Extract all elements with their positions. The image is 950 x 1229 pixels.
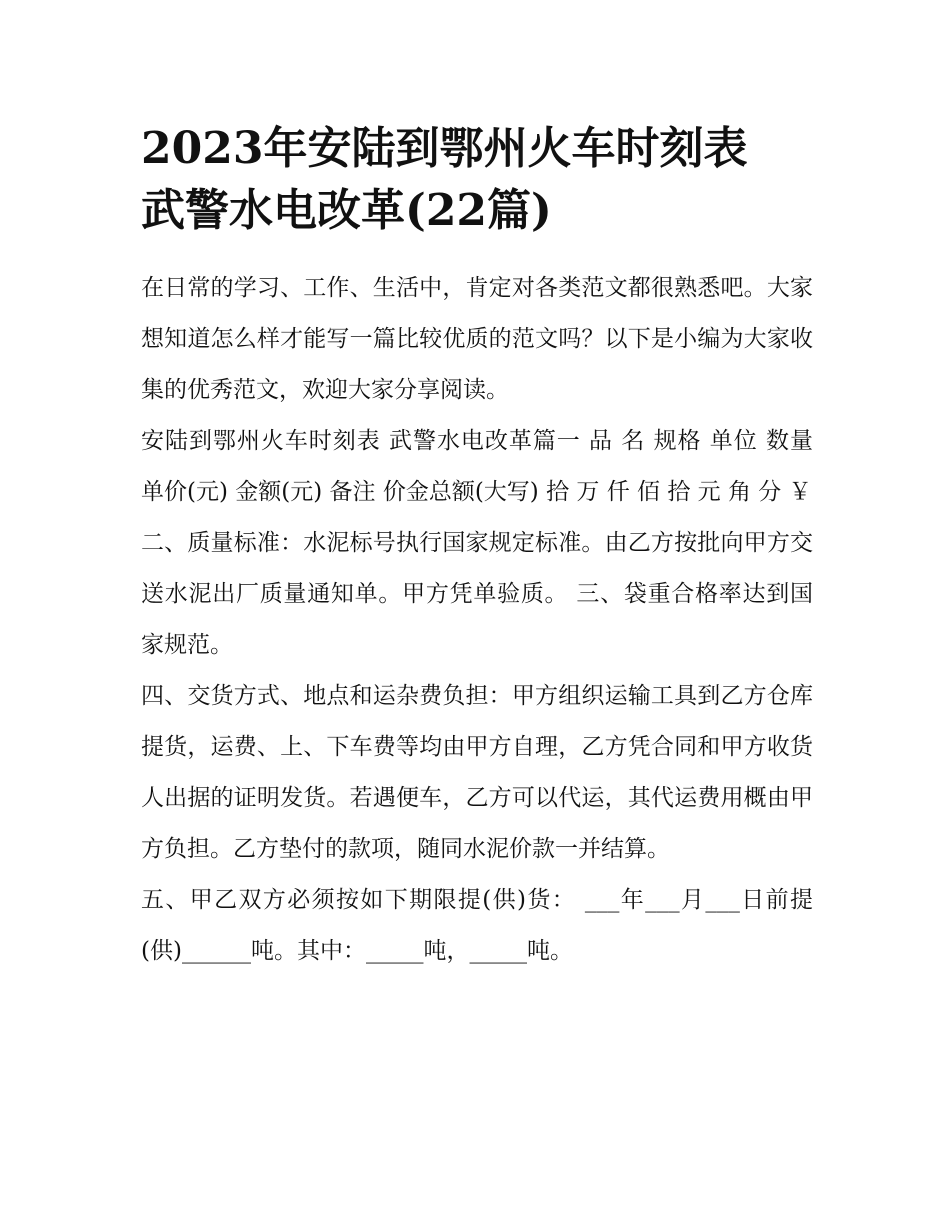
paragraph-delivery-method: 四、交货方式、地点和运杂费负担：甲方组织运输工具到乙方仓库提货，运费、上、下车费等均由甲方自理，乙方凭合同和甲方收货人出据的证明发货。若遇便车，乙方可以代运，其代运费用概由甲方负担。乙方垫付的款项，随同水泥价款一并结算。 (141, 683, 813, 862)
paragraph-intro: 在日常的学习、工作、生活中，肯定对各类范文都很熟悉吧。大家想知道怎么样才能写一篇比较优质的范文吗？以下是小编为大家收集的优秀范文，欢迎大家分享阅读。 (141, 275, 813, 403)
document-content (141, 118, 813, 977)
document-body (141, 263, 813, 977)
title-line-2: 武警水电改革(22篇) (141, 185, 552, 236)
document-title (141, 118, 813, 242)
paragraph-quality-standard: 二、质量标准：水泥标号执行国家规定标准。由乙方按批向甲方交送水泥出厂质量通知单。甲方凭单验质。 三、袋重合格率达到国家规范。 (141, 530, 813, 658)
title-line-1: 2023年安陆到鄂州火车时刻表 (141, 123, 748, 174)
paragraph-table-header: 安陆到鄂州火车时刻表 武警水电改革篇一 品 名 规格 单位 数量 单价(元) 金额(元) 备注 价金总额(大写) 拾 万 仟 佰 拾 元 角 分 ￥ (141, 428, 813, 505)
paragraph-delivery-deadline: 五、甲乙双方必须按如下期限提(供)货： ___年___月___日前提(供)______吨。其中：_____吨，_____吨。 (141, 887, 813, 964)
